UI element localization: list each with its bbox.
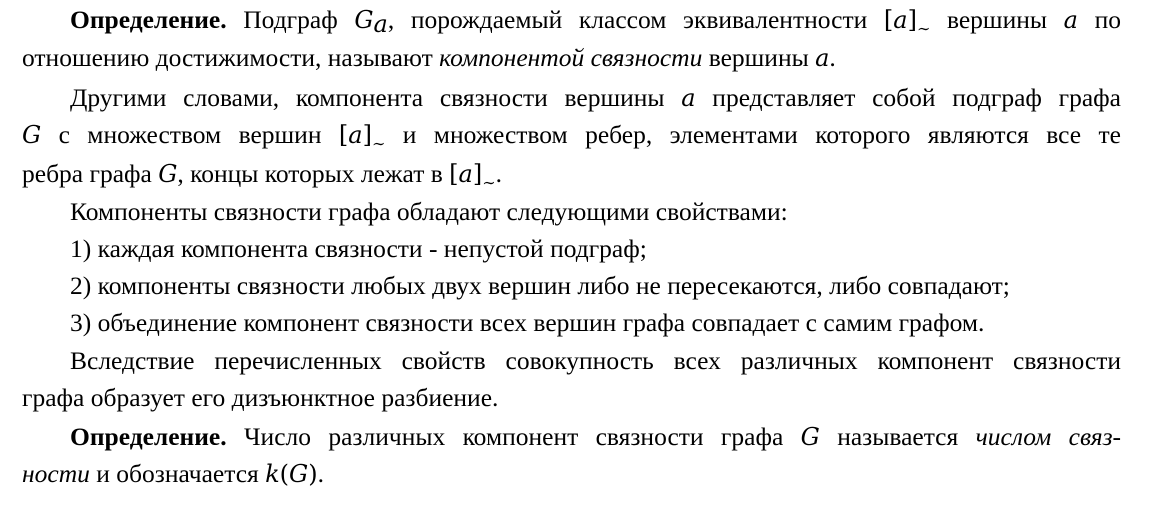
math-a: a xyxy=(893,6,908,34)
math-a: a xyxy=(815,44,830,72)
property-item-3: 3) объединение компонент связности всех вершин графа совпадает с самим графом. xyxy=(70,308,985,337)
definition-line-2: отношению достижимости, называют компонентой связности вершины a. xyxy=(22,43,836,72)
paragraph-2-line-2: G с множеством вершин $[a]_\sim$ и множеством ребер, элементами которого являются все те xyxy=(22,120,1121,153)
math-a: a xyxy=(348,121,363,149)
math-G: G xyxy=(800,423,820,451)
properties-intro: Компоненты связности графа обладают следующими свойствами: xyxy=(70,197,788,226)
term-connectivity-number-end: ности xyxy=(22,459,90,488)
definition-label: Определение. xyxy=(70,422,227,451)
definition-2-line-2: ности и обозначается k(G). xyxy=(22,459,324,488)
math-k: k xyxy=(265,460,280,488)
property-item-1: 1) каждая компонента связности - непустой подграф; xyxy=(70,234,647,263)
math-tilde: ∼ xyxy=(916,21,931,38)
definition-2-line-1: Определение. Число различных компонент связности графа G называется числом связ- xyxy=(70,422,1121,451)
paragraph-2-line-1: Другими словами, компонента связности вершины a представляет собой подграф графа xyxy=(70,83,1121,112)
math-tilde: ∼ xyxy=(482,175,496,192)
math-G: G xyxy=(22,121,42,149)
math-G: G xyxy=(289,460,309,488)
math-a: a xyxy=(458,160,473,188)
math-G: G xyxy=(354,6,374,34)
math-subscript-a: a xyxy=(373,10,388,38)
paragraph-4-line-1: Вследствие перечисленных свойств совокупность всех различных компонент связности xyxy=(70,346,1121,375)
math-a: a xyxy=(681,84,696,112)
math-a: a xyxy=(1063,6,1078,34)
math-G: G xyxy=(158,160,178,188)
term-connectivity-number: числом связ- xyxy=(975,422,1121,451)
property-item-2: 2) компоненты связности любых двух вершин либо не пересекаются, либо совпадают; xyxy=(70,271,1010,300)
paragraph-2-line-3: ребра графа G, концы которых лежат в $[a]_\sim$. xyxy=(22,159,502,192)
math-tilde: ∼ xyxy=(371,136,386,153)
paragraph-4-line-2: графа образует его дизъюнктное разбиение. xyxy=(22,383,499,412)
term-connected-component: компонентой связности xyxy=(439,43,703,72)
definition-label: Определение. xyxy=(70,5,227,34)
definition-line-1: Определение. Подграф $G_a$, порождаемый классом эквивалентности $[a]_\sim$ вершины a по xyxy=(70,5,1121,38)
